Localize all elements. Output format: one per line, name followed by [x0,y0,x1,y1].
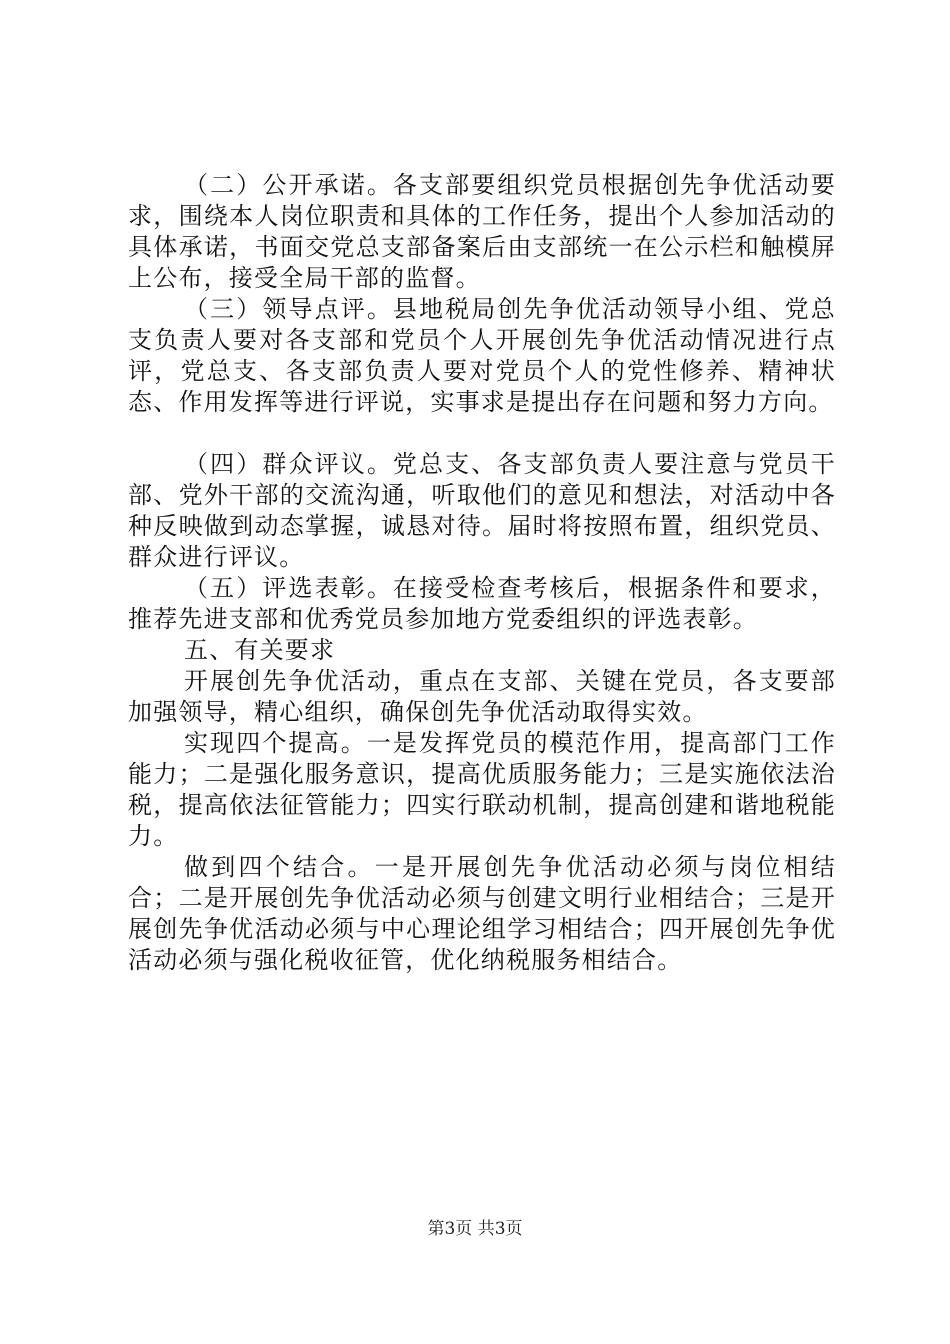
paragraph-public-evaluation: （四）群众评议。党总支、各支部负责人要注意与党员干部、党外干部的交流沟通，听取他们的意见和想法，对活动中各种反映做到动态掌握，诚恳对待。届时将按照布置，组织党员、群众进行评议。 [128,450,836,571]
paragraph-public-commitment: （二）公开承诺。各支部要组织党员根据创先争优活动要求，围绕本人岗位职责和具体的工作任务，提出个人参加活动的具体承诺，书面交党总支部备案后由支部统一在公示栏和触模屏上公布，接受全局干部的监督。 [128,171,836,292]
document-body [128,170,836,976]
paragraph-activity-focus: 开展创先争优活动，重点在支部、关键在党员，各支要部加强领导，精心组织，确保创先争优活动取得实效。 [128,667,836,726]
paragraph-four-combinations: 做到四个结合。一是开展创先争优活动必须与岗位相结合；二是开展创先争优活动必须与创建文明行业相结合；三是开展创先争优活动必须与中心理论组学习相结合；四开展创先争优活动必须与强化税收征管，优化纳税服务相结合。 [128,853,836,974]
paragraph-four-improvements: 实现四个提高。一是发挥党员的模范作用，提高部门工作能力；二是强化服务意识，提高优质服务能力；三是实施依法治税，提高依法征管能力；四实行联动机制，提高创建和谐地税能力。 [128,729,836,850]
paragraph-leadership-review: （三）领导点评。县地税局创先争优活动领导小组、党总支负责人要对各支部和党员个人开展创先争优活动情况进行点评，党总支、各支部负责人要对党员个人的党性修养、精神状态、作用发挥等进行评说，实事求是提出存在问题和努力方向。 [128,295,836,416]
paragraph-selection-commendation: （五）评选表彰。在接受检查考核后，根据条件和要求，推荐先进支部和优秀党员参加地方党委组织的评选表彰。 [128,574,836,633]
page-number-footer: 第3页 共3页 [427,1219,523,1239]
section-heading-requirements: 五、有关要求 [184,636,336,664]
